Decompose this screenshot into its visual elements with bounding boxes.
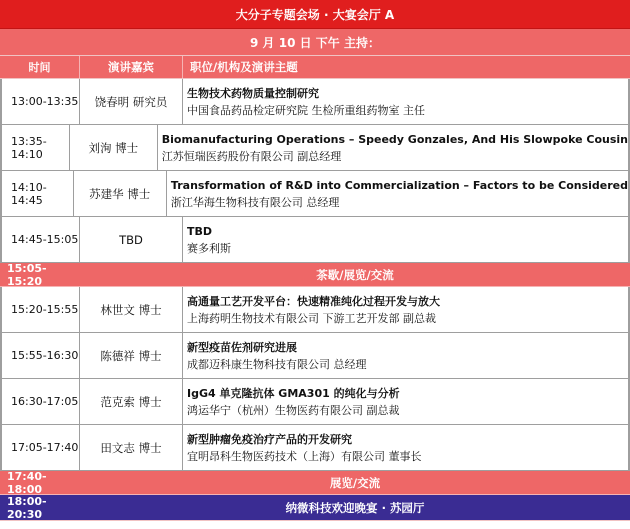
topic-cell: [183, 425, 630, 470]
time-cell: 17:05-17:40: [0, 425, 80, 470]
table-row: [0, 125, 630, 171]
evening-row: [0, 495, 630, 521]
header-speaker: 演讲嘉宾: [80, 56, 183, 78]
speaker-org: 江苏恒瑞医药股份有限公司 副总经理: [161, 149, 342, 163]
time-cell: 16:30-17:05: [0, 379, 80, 424]
topic-cell: [183, 79, 630, 124]
topic-cell: [183, 217, 630, 262]
speaker-cell: 田文志 博士: [80, 425, 183, 470]
table-row: [0, 79, 630, 125]
talk-title: 高通量工艺开发平台：快速精准纯化过程开发与放大: [187, 294, 440, 308]
talk-title: 新型肿瘤免疫治疗产品的开发研究: [187, 432, 352, 446]
table-row: [0, 217, 630, 263]
talk-title: 生物技术药物质量控制研究: [187, 86, 319, 100]
talk-title: IgG4 单克隆抗体 GMA301 的纯化与分析: [187, 386, 400, 400]
time-cell: 15:05-15:20: [7, 261, 47, 288]
speaker-org: 赛多利斯: [187, 241, 231, 255]
topic-cell: [158, 125, 630, 170]
talk-title: 新型疫苗佐剂研究进展: [187, 340, 297, 354]
speaker-org: 成都迈科康生物科技有限公司 总经理: [187, 357, 367, 371]
topic-cell: [183, 379, 630, 424]
evening-label: 纳微科技欢迎晚宴 · 苏园厅: [285, 500, 425, 515]
break-row: [0, 471, 630, 495]
time-cell: 14:45-15:05: [0, 217, 80, 262]
break-label: 茶歇/展览/交流: [316, 267, 394, 282]
time-cell: 17:40-18:00: [7, 469, 47, 496]
speaker-cell: 刘洵 博士: [70, 125, 158, 170]
table-row: [0, 287, 630, 333]
time-cell: 15:20-15:55: [0, 287, 80, 332]
break-label: 展览/交流: [329, 475, 381, 490]
topic-cell: [167, 171, 630, 216]
speaker-cell: 饶春明 研究员: [80, 79, 183, 124]
topic-cell: [183, 287, 630, 332]
talk-title: Transformation of R&D into Commercialization – Factors to be Considered: [170, 178, 628, 192]
speaker-org: 宜明昂科生物医药技术（上海）有限公司 董事长: [187, 449, 422, 463]
time-cell: 13:00-13:35: [0, 79, 80, 124]
session-title: 大分子专题会场 · 大宴会厅 A: [0, 0, 630, 29]
speaker-cell: TBD: [80, 217, 183, 262]
time-cell: 18:00-20:30: [7, 494, 47, 521]
speaker-org: 中国食品药品检定研究院 生检所重组药物室 主任: [187, 103, 425, 117]
table-header: [0, 56, 630, 79]
session-subtitle: 9 月 10 日 下午 主持：: [0, 29, 630, 56]
table-row: [0, 425, 630, 471]
speaker-org: 上海药明生物技术有限公司 下游工艺开发部 副总裁: [187, 311, 436, 325]
header-time: 时间: [0, 56, 80, 78]
time-cell: 14:10-14:45: [0, 171, 74, 216]
table-row: [0, 379, 630, 425]
talk-title: Biomanufacturing Operations – Speedy Gonzales, And His Slowpoke Cousin: [161, 132, 628, 146]
speaker-cell: 陈德祥 博士: [80, 333, 183, 378]
speaker-cell: 苏建华 博士: [74, 171, 167, 216]
header-topic: 职位/机构及演讲主题: [190, 60, 298, 74]
speaker-cell: 林世文 博士: [80, 287, 183, 332]
break-row: [0, 263, 630, 287]
table-row: [0, 171, 630, 217]
table-row: [0, 333, 630, 379]
time-cell: 13:35-14:10: [0, 125, 70, 170]
speaker-org: 浙江华海生物科技有限公司 总经理: [170, 195, 340, 209]
speaker-org: 鸿运华宁（杭州）生物医药有限公司 副总裁: [187, 403, 400, 417]
topic-cell: [183, 333, 630, 378]
talk-title: TBD: [187, 224, 213, 238]
time-cell: 15:55-16:30: [0, 333, 80, 378]
speaker-cell: 范克索 博士: [80, 379, 183, 424]
